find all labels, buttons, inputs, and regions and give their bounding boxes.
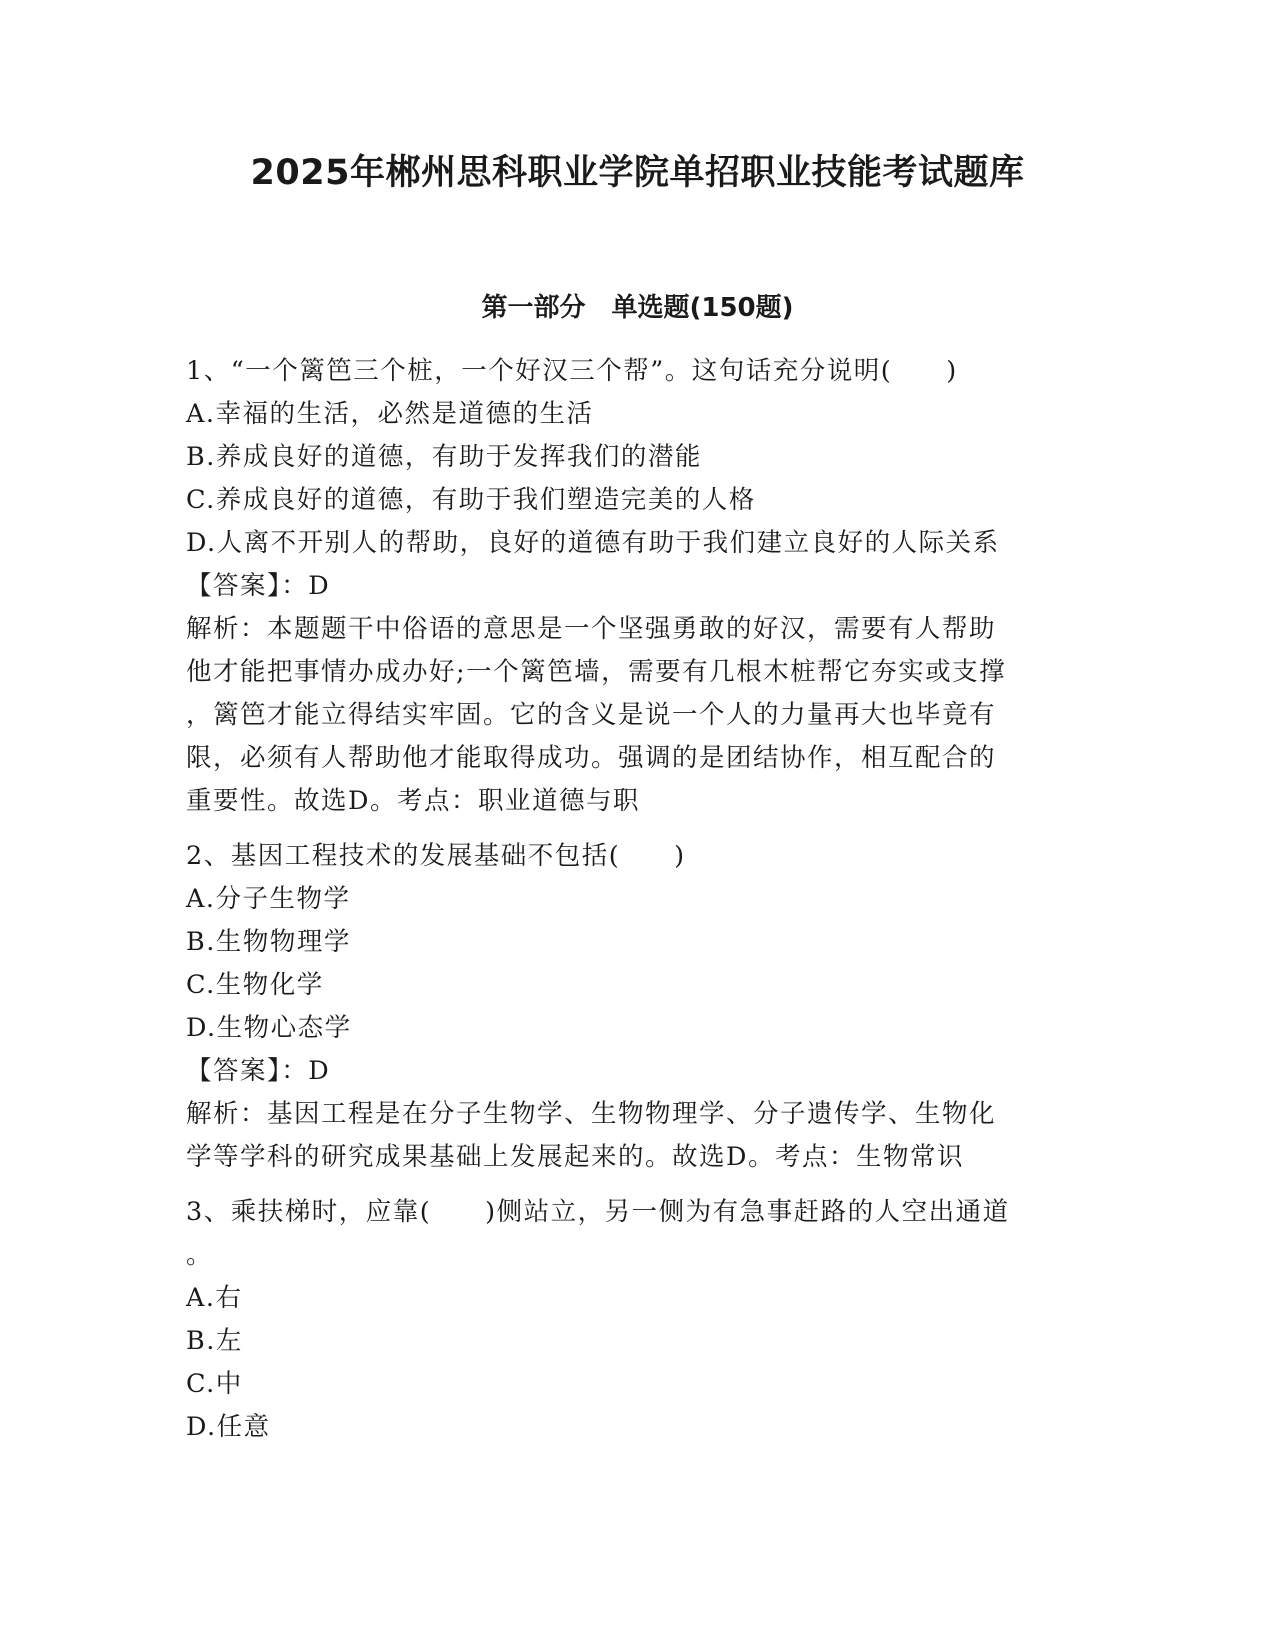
question-2	[186, 835, 1086, 1179]
option-a: A.幸福的生活，必然是道德的生活	[186, 399, 594, 429]
explanation-line: 限，必须有人帮助他才能取得成功。强调的是团结协作，相互配合的	[186, 743, 997, 773]
option-d: D.任意	[186, 1412, 271, 1442]
option-c: C.中	[186, 1369, 243, 1399]
explanation-line: 他才能把事情办成办好;一个篱笆墙，需要有几根木桩帮它夯实或支撑	[186, 657, 1007, 687]
question-stem: 3、乘扶梯时，应靠( )侧站立，另一侧为有急事赶路的人空出通道	[186, 1197, 1010, 1227]
explanation-line: 解析：基因工程是在分子生物学、生物物理学、分子遗传学、生物化	[186, 1099, 997, 1129]
question-3	[186, 1191, 1086, 1449]
question-stem: 2、基因工程技术的发展基础不包括( )	[186, 841, 686, 871]
explanation-line: ，篱笆才能立得结实牢固。它的含义是说一个人的力量再大也毕竟有	[186, 700, 997, 730]
section-title: 第一部分 单选题(150题)	[481, 293, 794, 323]
explanation-line: 解析：本题题干中俗语的意思是一个坚强勇敢的好汉，需要有人帮助	[186, 614, 997, 644]
explanation-line: 重要性。故选D。考点：职业道德与职	[186, 786, 640, 816]
question-stem: 1、“一个篱笆三个桩，一个好汉三个帮”。这句话充分说明( )	[186, 356, 958, 386]
option-a: A.右	[186, 1283, 243, 1313]
option-b: B.左	[186, 1326, 243, 1356]
option-c: C.生物化学	[186, 970, 324, 1000]
answer-line: 【答案】：D	[186, 571, 331, 601]
answer-line: 【答案】：D	[186, 1056, 331, 1086]
option-b: B.养成良好的道德，有助于发挥我们的潜能	[186, 442, 702, 472]
option-a: A.分子生物学	[186, 884, 351, 914]
option-c: C.养成良好的道德，有助于我们塑造完美的人格	[186, 485, 756, 515]
option-b: B.生物物理学	[186, 927, 351, 957]
question-1	[186, 350, 1086, 823]
document-title: 2025年郴州思科职业学院单招职业技能考试题库	[250, 153, 1025, 193]
option-d: D.人离不开别人的帮助，良好的道德有助于我们建立良好的人际关系	[186, 528, 1000, 558]
question-list	[186, 350, 1086, 1461]
option-d: D.生物心态学	[186, 1013, 352, 1043]
question-stem-continued: 。	[186, 1240, 214, 1270]
explanation-line: 学等学科的研究成果基础上发展起来的。故选D。考点：生物常识	[186, 1142, 964, 1172]
